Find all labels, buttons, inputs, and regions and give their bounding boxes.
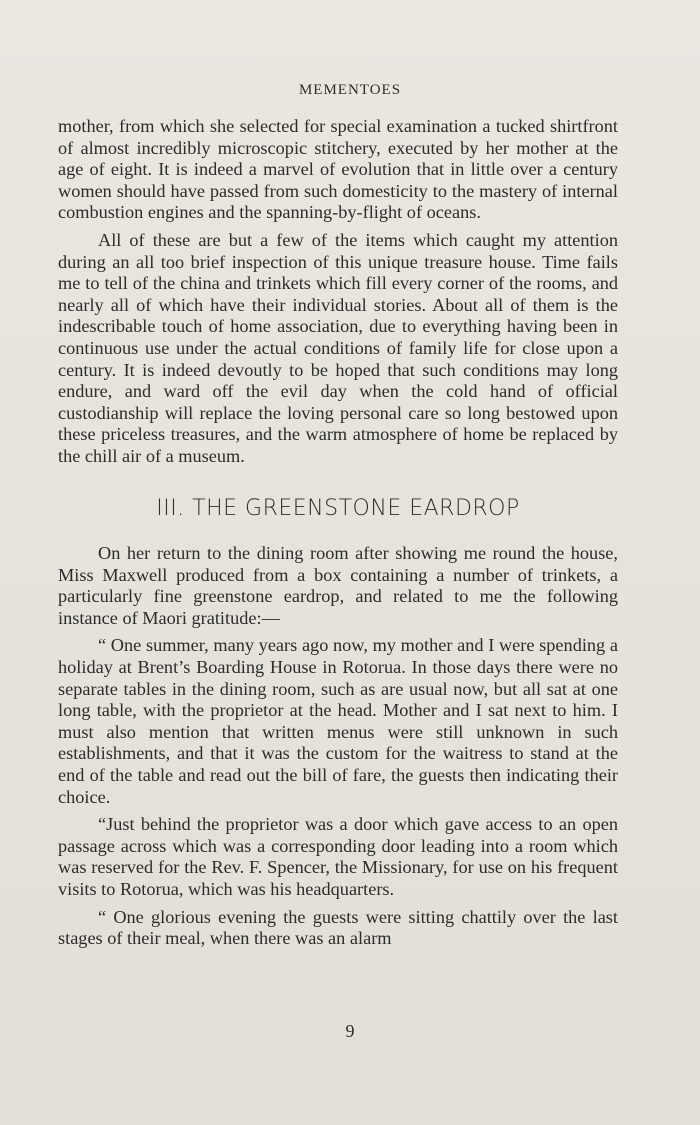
paragraph-behind-proprietor: “Just behind the proprietor was a door which gave access to an open passage across which was a corresponding door leading into a room which was reserved for the Rev. F. Spencer, the Missionary, for use on his frequent visits to Rotorua, which was his headquarters.: [58, 814, 618, 899]
paragraph-glorious-evening: “ One glorious evening the guests were sitting chattily over the last stages of their meal, when there was an alarm: [58, 906, 618, 949]
paragraph-treasure-house: All of these are but a few of the items which caught my attention during an all too brief inspection of this unique treasure house. Time fails me to tell of the china and trinkets which fill every corner of the rooms, and nearly all of which have their individual stories. About all of them is the indescribable touch of home association, due to everything having been in continuous use under the actual conditions of family life for close upon a century. It is indeed devoutly to be hoped that such conditions may long endure, and ward off the evil day when the cold hand of official custodianship will replace the loving personal care so long bestowed upon these priceless treasures, and the warm atmosphere of home be replaced by the chill air of a museum.: [58, 229, 618, 466]
paragraph-return-dining-room: On her return to the dining room after showing me round the house, Miss Maxwell produced from a box containing a number of trinkets, a particularly fine greenstone eardrop, and related to me the following instance of Maori gratitude:—: [58, 543, 618, 628]
page-number: 9: [345, 1021, 355, 1041]
paragraph-continuation: mother, from which she selected for special examination a tucked shirtfront of almost incredibly microscopic stitchery, executed by her mother at the age of eight. It is indeed a marvel of evolution that in little over a century women should have passed from such domesticity to the mastery of internal combustion engines and the spanning-by-flight of oceans.: [58, 116, 618, 223]
running-head: MEMENTOES: [298, 82, 402, 98]
body-text: [58, 116, 618, 950]
paragraph-one-summer: “ One summer, many years ago now, my mother and I were spending a holiday at Brent’s Boarding House in Rotorua. In those days there were no separate tables in the dining room, such as are usual now, but all sat at one long table, with the proprietor at the head. Mother and I sat next to him. I must also mention that written menus were still unknown in such establishments, and that it was the custom for the waitress to stand at the end of the table and read out the bill of fare, the guests then indicating their choice.: [58, 635, 618, 807]
section-heading: III. THE GREENSTONE EARDROP: [156, 495, 520, 521]
